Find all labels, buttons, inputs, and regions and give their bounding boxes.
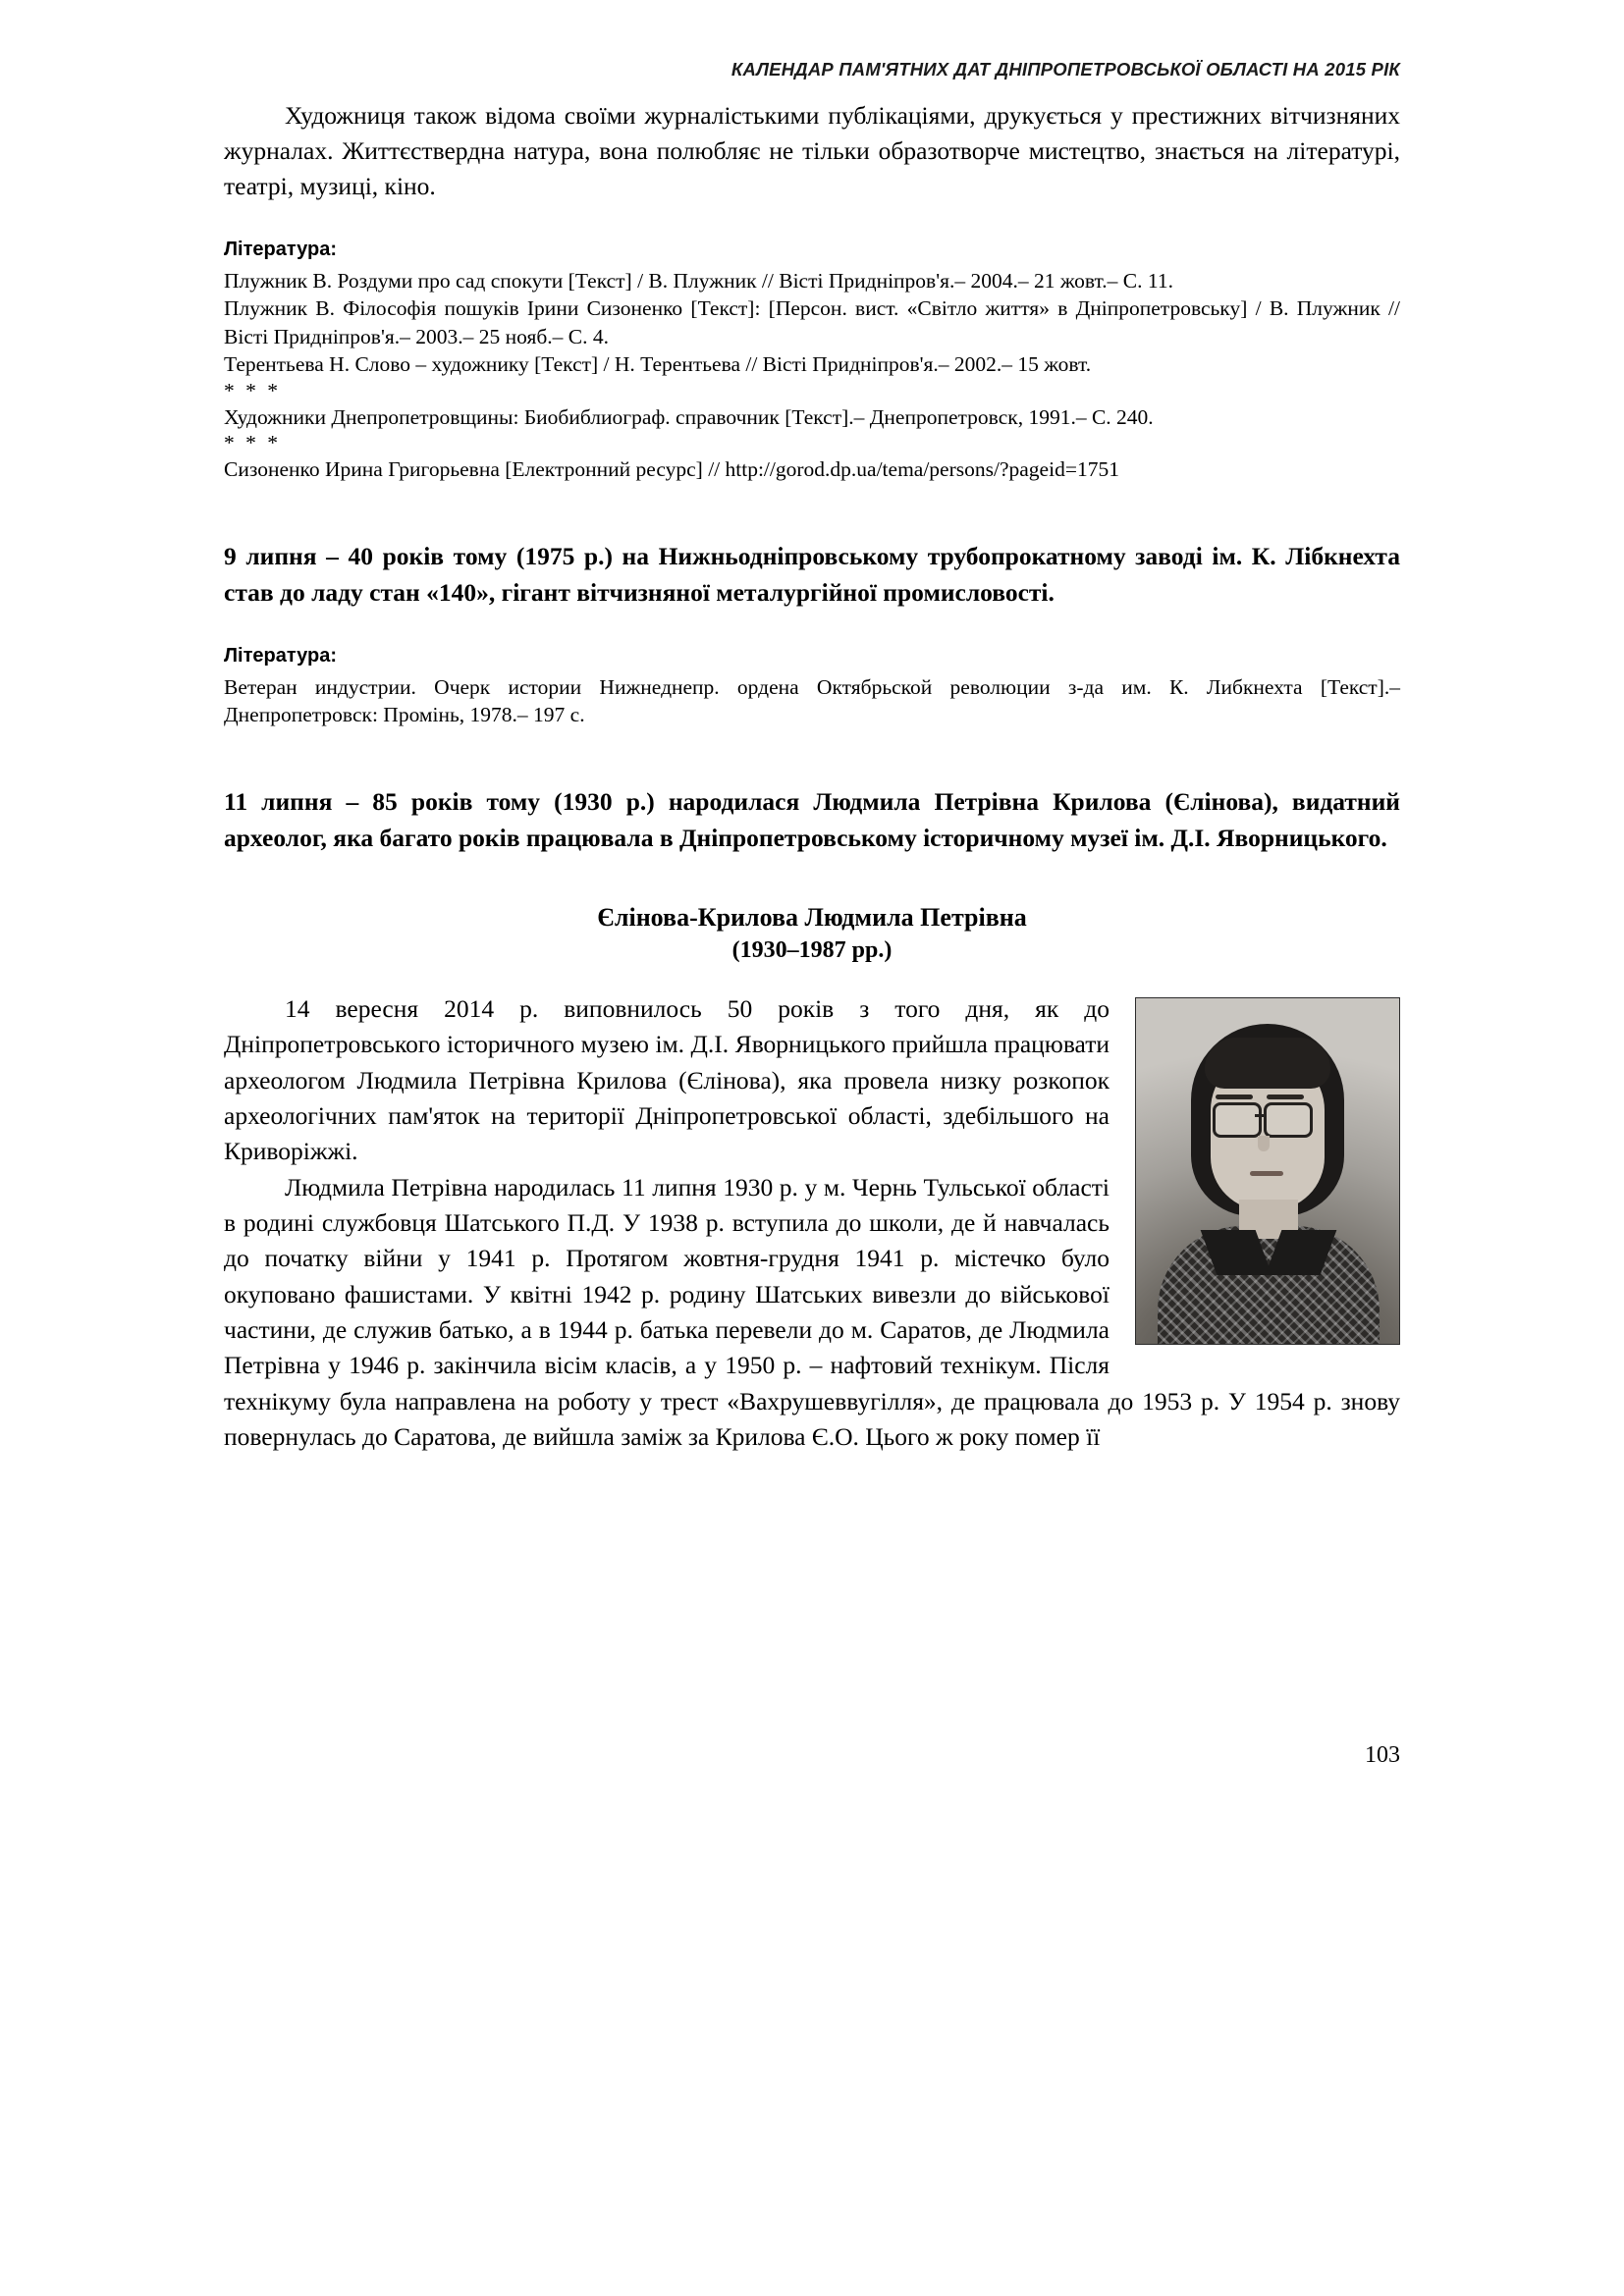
portrait-nose: [1258, 1136, 1270, 1151]
portrait-photo: [1135, 997, 1400, 1345]
literature-list-2: [224, 673, 1400, 729]
page-content: [224, 59, 1400, 1455]
literature-item: Плужник В. Філософія пошуків Ірини Сизоненко [Текст]: [Персон. вист. «Світло життя» в Дніпропетровську] / В. Плужник // Вісті Придніпров'я.– 2003.– 25 нояб.– С. 4.: [224, 296, 1400, 348]
portrait-mouth: [1250, 1171, 1283, 1176]
literature-heading-2: Література:: [224, 644, 337, 667]
literature-item: Сизоненко Ирина Григорьевна [Електронний ресурс] // http://gorod.dp.ua/tema/persons/?pageid=1751: [224, 457, 1119, 482]
literature-separator: * * *: [224, 378, 281, 402]
entry-heading-july-9: 9 липня – 40 років тому (1975 р.) на Нижньодніпровському трубопрокатному заводі ім. К. Лібкнехта став до ладу стан «140», гігант вітчизняної металургійної промисловості.: [224, 541, 1400, 607]
literature-item: Терентьева Н. Слово – художнику [Текст] / Н. Терентьева // Вісті Придніпров'я.– 2002.– 15 жовт.: [224, 352, 1092, 377]
literature-item: Ветеран индустрии. Очерк истории Нижнеднепр. ордена Октябрьской революции з-да им. К. Либкнехта [Текст].– Днепропетровск: Промінь, 1978.– 197 с.: [224, 674, 1400, 727]
portrait-clothing: [1158, 1226, 1380, 1345]
entry-heading-july-11: 11 липня – 85 років тому (1930 р.) народилася Людмила Петрівна Крилова (Єлінова), видатний археолог, яка багато років працювала в Дніпропетровському історичному музеї ім. Д.І. Яворницького.: [224, 786, 1400, 852]
portrait-glasses-right: [1264, 1102, 1313, 1138]
running-head: КАЛЕНДАР ПАМ'ЯТНИХ ДАТ ДНІПРОПЕТРОВСЬКОЇ ОБЛАСТІ НА 2015 РІК: [731, 59, 1400, 80]
person-name-heading: Єлінова-Крилова Людмила Петрівна: [597, 902, 1027, 932]
portrait-glasses-left: [1213, 1102, 1262, 1138]
portrait-fringe: [1205, 1038, 1330, 1089]
literature-list-1: [224, 267, 1400, 484]
biography-paragraph-1: 14 вересня 2014 р. виповнилось 50 років з того дня, як до Дніпропетровського історичного музею ім. Д.І. Яворницького прийшла працювати археологом Людмила Петрівна Крилова (Єлінова), яка провела низку розкопок археологічних пам'яток на території Дніпропетровської області, здебільшого на Криворіжжі.: [224, 994, 1110, 1166]
literature-heading-1: Література:: [224, 238, 337, 260]
literature-separator: * * *: [224, 431, 281, 455]
literature-item: Художники Днепропетровщины: Биобиблиограф. справочник [Текст].– Днепропетровск, 1991.– С. 240.: [224, 404, 1154, 429]
biography-paragraph-2: Людмила Петрівна народилась 11 липня 1930 р. у м. Чернь Тульської області в родині службовця Шатського П.Д. У 1938 р. вступила до школи, де й навчалась до початку війни у 1941 р. Протягом жовтня-грудня 1941 р. містечко було окуповано фашистами. У квітні 1942 р. родину Шатських вивезли до військової частини, де служив батько, а в 1944 р. батька перевели до м. Саратов, де Людмила Петрівна у 1946 р. закінчила вісім класів, а у 1950 р. – нафтовий технікум. Після технікуму була направлена на роботу у трест «Вахрушеввугілля», де працювала до 1953 р. У 1954 р. знову повернулась до Саратова, де вийшла заміж за Крилова Є.О. Цього ж року помер її: [224, 1172, 1400, 1452]
biography-block: [224, 991, 1400, 1455]
page-number: 103: [1365, 1742, 1400, 1768]
literature-item: Плужник В. Роздуми про сад спокути [Текст] / В. Плужник // Вісті Придніпров'я.– 2004.– 21 жовт.– С. 11.: [224, 268, 1173, 293]
person-dates: (1930–1987 рр.): [731, 936, 893, 963]
intro-paragraph: Художниця також відома своїми журналістькими публікаціями, друкується у престижних вітчизняних журналах. Життєствердна натура, вона полюбляє не тільки образотворче мистецтво, знається на літературі, театрі, музиці, кіно.: [224, 101, 1400, 201]
portrait-eyebrow-left: [1216, 1095, 1253, 1099]
portrait-eyebrow-right: [1267, 1095, 1304, 1099]
portrait-glasses-bridge: [1255, 1114, 1265, 1117]
